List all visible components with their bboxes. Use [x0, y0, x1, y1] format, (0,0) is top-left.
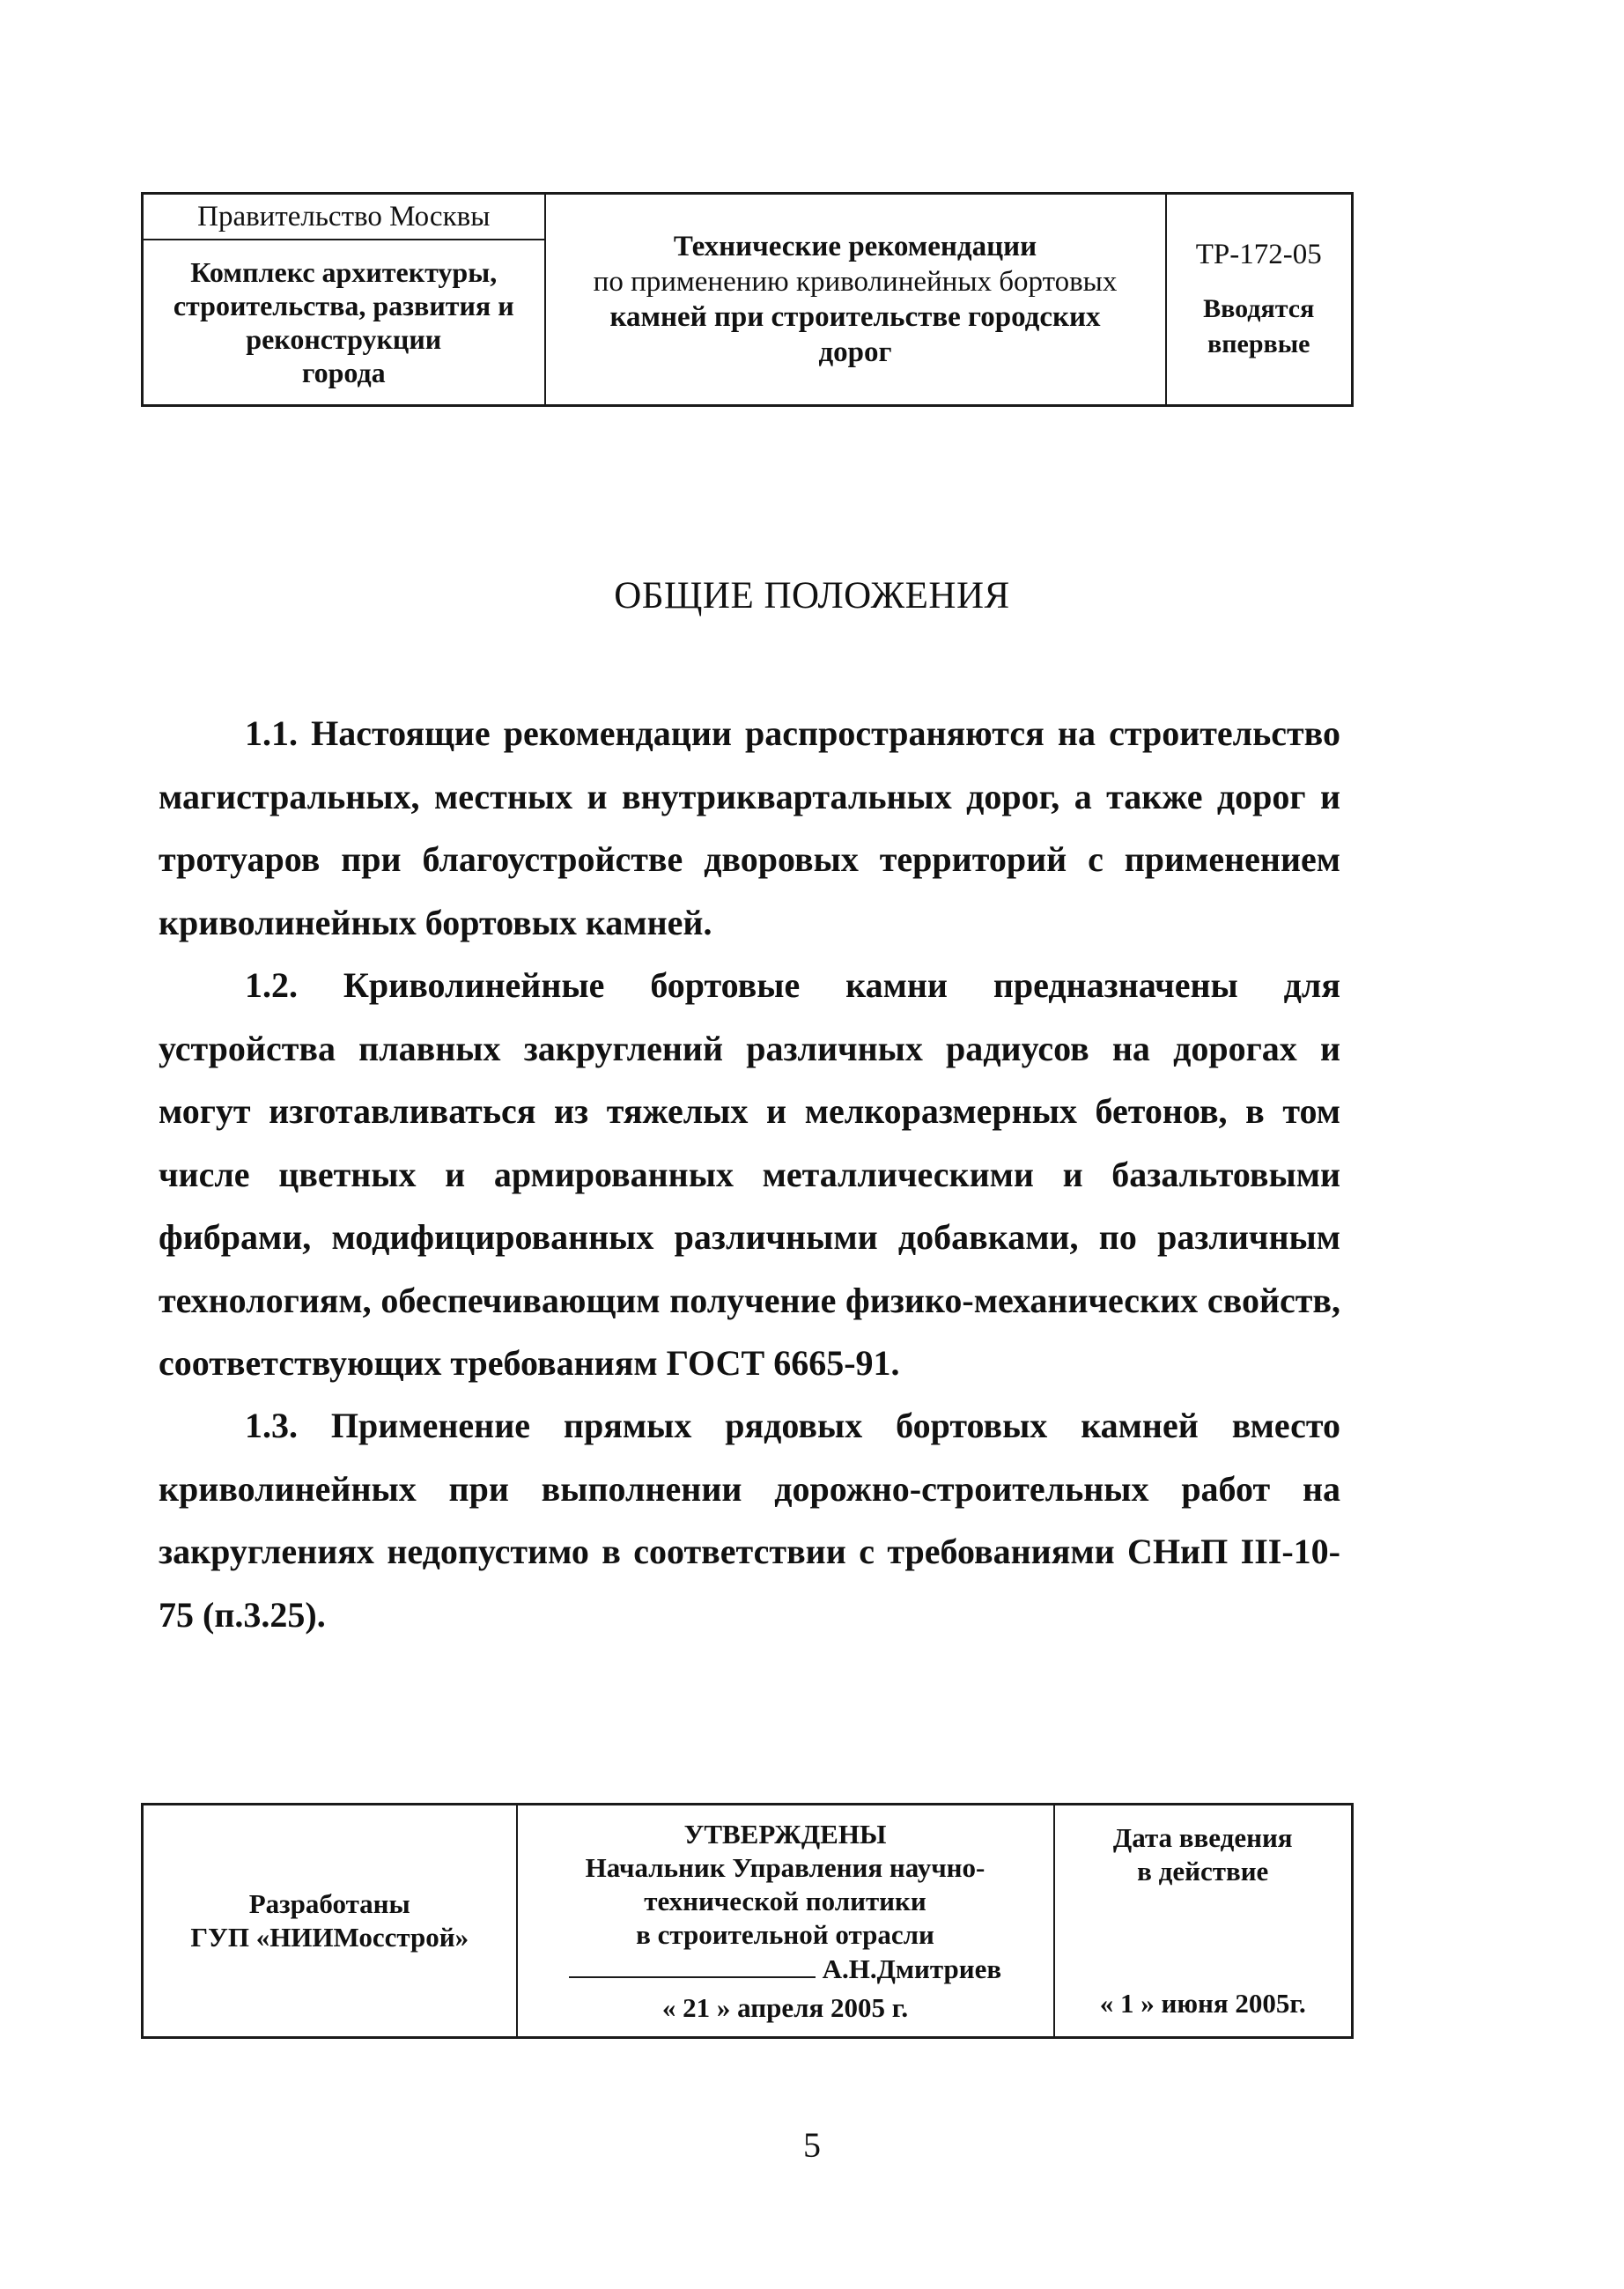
paragraph-text: 1.2. Криволинейные бортовые камни предназначены для устройства плавных закруглений различных радиусов на дорогах и могут изготавливаться из тяжелых и мелкоразмерных бетонов, в том числе цветных и армированных металлическими и базальтовыми фибрами, модифицированных различными добавками, по различным технологиям, обеспечивающим получение физико-механических свойств, соответствующих требованиям ГОСТ 6665-91.: [159, 965, 1340, 1383]
developer-cell: [143, 1805, 517, 2038]
approved-date: « 21 » апреля 2005 г.: [661, 1991, 909, 2023]
signatory-name: А.Н.Дмитриев: [822, 1953, 1002, 1984]
effective-date-cell: [1054, 1805, 1353, 2038]
paragraph-2: [159, 954, 1340, 1395]
approval-cell: [517, 1805, 1054, 2038]
page-number: 5: [803, 2125, 821, 2165]
document-title-cell: [545, 194, 1166, 406]
introduced-line: Вводятся: [1203, 294, 1315, 323]
header-table: [141, 192, 1354, 407]
title-line: камней при строительстве городских: [609, 301, 1101, 333]
effective-label-line: Дата введения: [1112, 1822, 1293, 1853]
approval-table: [141, 1803, 1354, 2039]
approver-line: в строительной отрасли: [636, 1918, 934, 1950]
paragraph-text: 1.1. Настоящие рекомендации распространяются на строительство магистральных, местных и внутриквартальных дорог, а также дорог и тротуаров при благоустройстве дворовых территорий с применением криволинейных бортовых камней.: [159, 713, 1340, 942]
approver-line: технической политики: [644, 1885, 926, 1916]
complex-line: реконструкции: [246, 323, 442, 355]
title-line: Технические рекомендации: [673, 231, 1037, 262]
section-title: ОБЩИЕ ПОЛОЖЕНИЯ: [614, 575, 1010, 617]
introduced-line: впервые: [1207, 329, 1310, 358]
title-line: по применению криволинейных бортовых: [593, 266, 1118, 298]
developer-name: ГУП «НИИМосстрой»: [190, 1922, 469, 1953]
complex-line: строительства, развития и: [173, 290, 514, 321]
effective-label-line: в действие: [1137, 1856, 1269, 1887]
signature-line: [569, 1952, 816, 1978]
title-line: дорог: [818, 336, 892, 368]
developed-label: Разработаны: [248, 1888, 410, 1919]
approved-label: УТВЕРЖДЕНЫ: [683, 1818, 887, 1850]
complex-line: города: [301, 357, 386, 388]
government-cell: [143, 194, 545, 240]
signature-row: [518, 1952, 1053, 1986]
paragraph-3: [159, 1394, 1340, 1646]
introduced-note: [1167, 292, 1352, 362]
paragraph-text: 1.3. Применение прямых рядовых бортовых камней вместо криволинейных при выполнении дорожно-строительных работ на закруглениях недопустимо в соответствии с требованиями СНиП III-10-75 (п.3.25).: [159, 1406, 1340, 1635]
complex-cell: [143, 240, 545, 406]
complex-line: Комплекс архитектуры,: [190, 256, 498, 288]
paragraph-1: [159, 702, 1340, 954]
effective-date: « 1 » июня 2005г.: [1099, 1988, 1306, 2019]
effective-label: [1055, 1821, 1352, 1888]
government-name: Правительство Москвы: [197, 200, 491, 233]
document-code-cell: [1166, 194, 1353, 406]
approver-line: Начальник Управления научно-: [585, 1851, 985, 1883]
document-code: ТР-172-05: [1195, 239, 1322, 270]
